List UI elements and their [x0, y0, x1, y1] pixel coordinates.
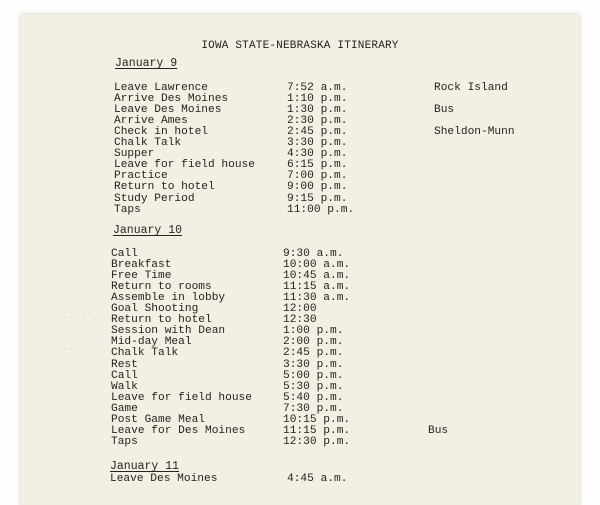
- event-time: 11:30 a.m.: [283, 292, 351, 305]
- event-time: 4:45 a.m.: [287, 473, 348, 485]
- bleed-through-mark: ·· ·: [61, 342, 87, 357]
- event-name: Session with Dean: [111, 325, 226, 338]
- event-name: Leave for field house: [111, 391, 252, 404]
- event-name: Check in hotel: [114, 126, 208, 139]
- event-name: Call: [111, 369, 138, 382]
- event-name: Chalk Talk: [111, 347, 179, 360]
- event-name: Goal Shooting: [111, 303, 199, 316]
- event-time: 11:15 a.m.: [283, 281, 351, 294]
- event-time: 2:30 p.m.: [287, 115, 348, 128]
- event-time: 1:10 p.m.: [287, 93, 348, 106]
- event-time: 1:00 p.m.: [283, 325, 344, 338]
- event-time: 10:00 a.m.: [283, 259, 351, 272]
- event-time: 7:00 p.m.: [287, 170, 348, 183]
- event-note: Rock Island: [434, 82, 508, 94]
- event-time: 3:30 p.m.: [283, 358, 344, 371]
- event-name: Mid-day Meal: [111, 336, 192, 349]
- date-heading: January 9: [115, 57, 178, 70]
- event-time: 9:15 p.m.: [287, 192, 348, 205]
- event-time: 4:30 p.m.: [287, 148, 348, 161]
- event-name: Study Period: [114, 192, 195, 205]
- event-time: 11:15 p.m.: [283, 424, 351, 437]
- event-time: 1:30 p.m.: [287, 104, 348, 117]
- event-name: Leave for field house: [114, 159, 255, 172]
- event-name: Leave Lawrence: [114, 82, 208, 94]
- event-name: Breakfast: [111, 259, 172, 272]
- event-time: 5:40 p.m.: [283, 391, 344, 404]
- event-name: Game: [111, 402, 138, 415]
- event-name: Leave Des Moines: [114, 104, 222, 117]
- event-name: Chalk Talk: [114, 137, 182, 150]
- event-name: Rest: [111, 358, 138, 371]
- event-time: 2:00 p.m.: [283, 336, 344, 349]
- event-time: 7:30 p.m.: [283, 402, 344, 415]
- date-heading: January 10: [113, 224, 183, 237]
- event-name: Walk: [111, 380, 138, 393]
- event-time: 10:45 a.m.: [283, 270, 351, 283]
- event-time: 6:15 p.m.: [287, 159, 348, 172]
- event-time: 10:15 p.m.: [283, 413, 351, 426]
- event-name: Call: [111, 248, 138, 260]
- event-time: 12:00: [283, 303, 317, 316]
- event-name: Return to hotel: [111, 314, 212, 327]
- event-name: Supper: [114, 148, 155, 161]
- event-name: Leave for Des Moines: [111, 424, 246, 437]
- page-title: IOWA STATE-NEBRASKA ITINERARY: [201, 40, 399, 52]
- event-time: 5:30 p.m.: [283, 380, 344, 393]
- event-name: Practice: [114, 170, 168, 183]
- event-name: Taps: [111, 435, 138, 448]
- event-time: 12:30: [283, 314, 317, 327]
- event-name: Free Time: [111, 270, 172, 283]
- event-note: Sheldon-Munn: [434, 126, 515, 139]
- event-time: 2:45 p.m.: [287, 126, 348, 139]
- event-name: Leave Des Moines: [110, 473, 218, 485]
- event-name: Assemble in lobby: [111, 292, 226, 305]
- event-time: 2:45 p.m.: [283, 347, 344, 360]
- event-name: Post Game Meal: [111, 413, 205, 426]
- bleed-through-mark: · ··: [59, 402, 85, 417]
- event-time: 3:30 p.m.: [287, 137, 348, 150]
- event-time: 9:30 a.m.: [283, 248, 344, 260]
- itinerary-row: [0, 473, 600, 485]
- date-heading: January 11: [110, 460, 180, 473]
- event-time: 12:30 p.m.: [283, 435, 351, 448]
- event-note: Bus: [428, 424, 449, 437]
- event-name: Return to hotel: [114, 181, 215, 194]
- event-name: Return to rooms: [111, 281, 212, 294]
- event-name: Arrive Ames: [114, 115, 188, 128]
- event-note: Bus: [434, 104, 455, 117]
- event-time: 7:52 a.m.: [287, 82, 348, 94]
- bleed-through-mark: ·· ··: [61, 310, 93, 325]
- event-time: 9:00 p.m.: [287, 181, 348, 194]
- event-time: 11:00 p.m.: [287, 203, 355, 216]
- event-name: Arrive Des Moines: [114, 93, 229, 106]
- event-name: Taps: [114, 203, 141, 216]
- event-time: 5:00 p.m.: [283, 369, 344, 382]
